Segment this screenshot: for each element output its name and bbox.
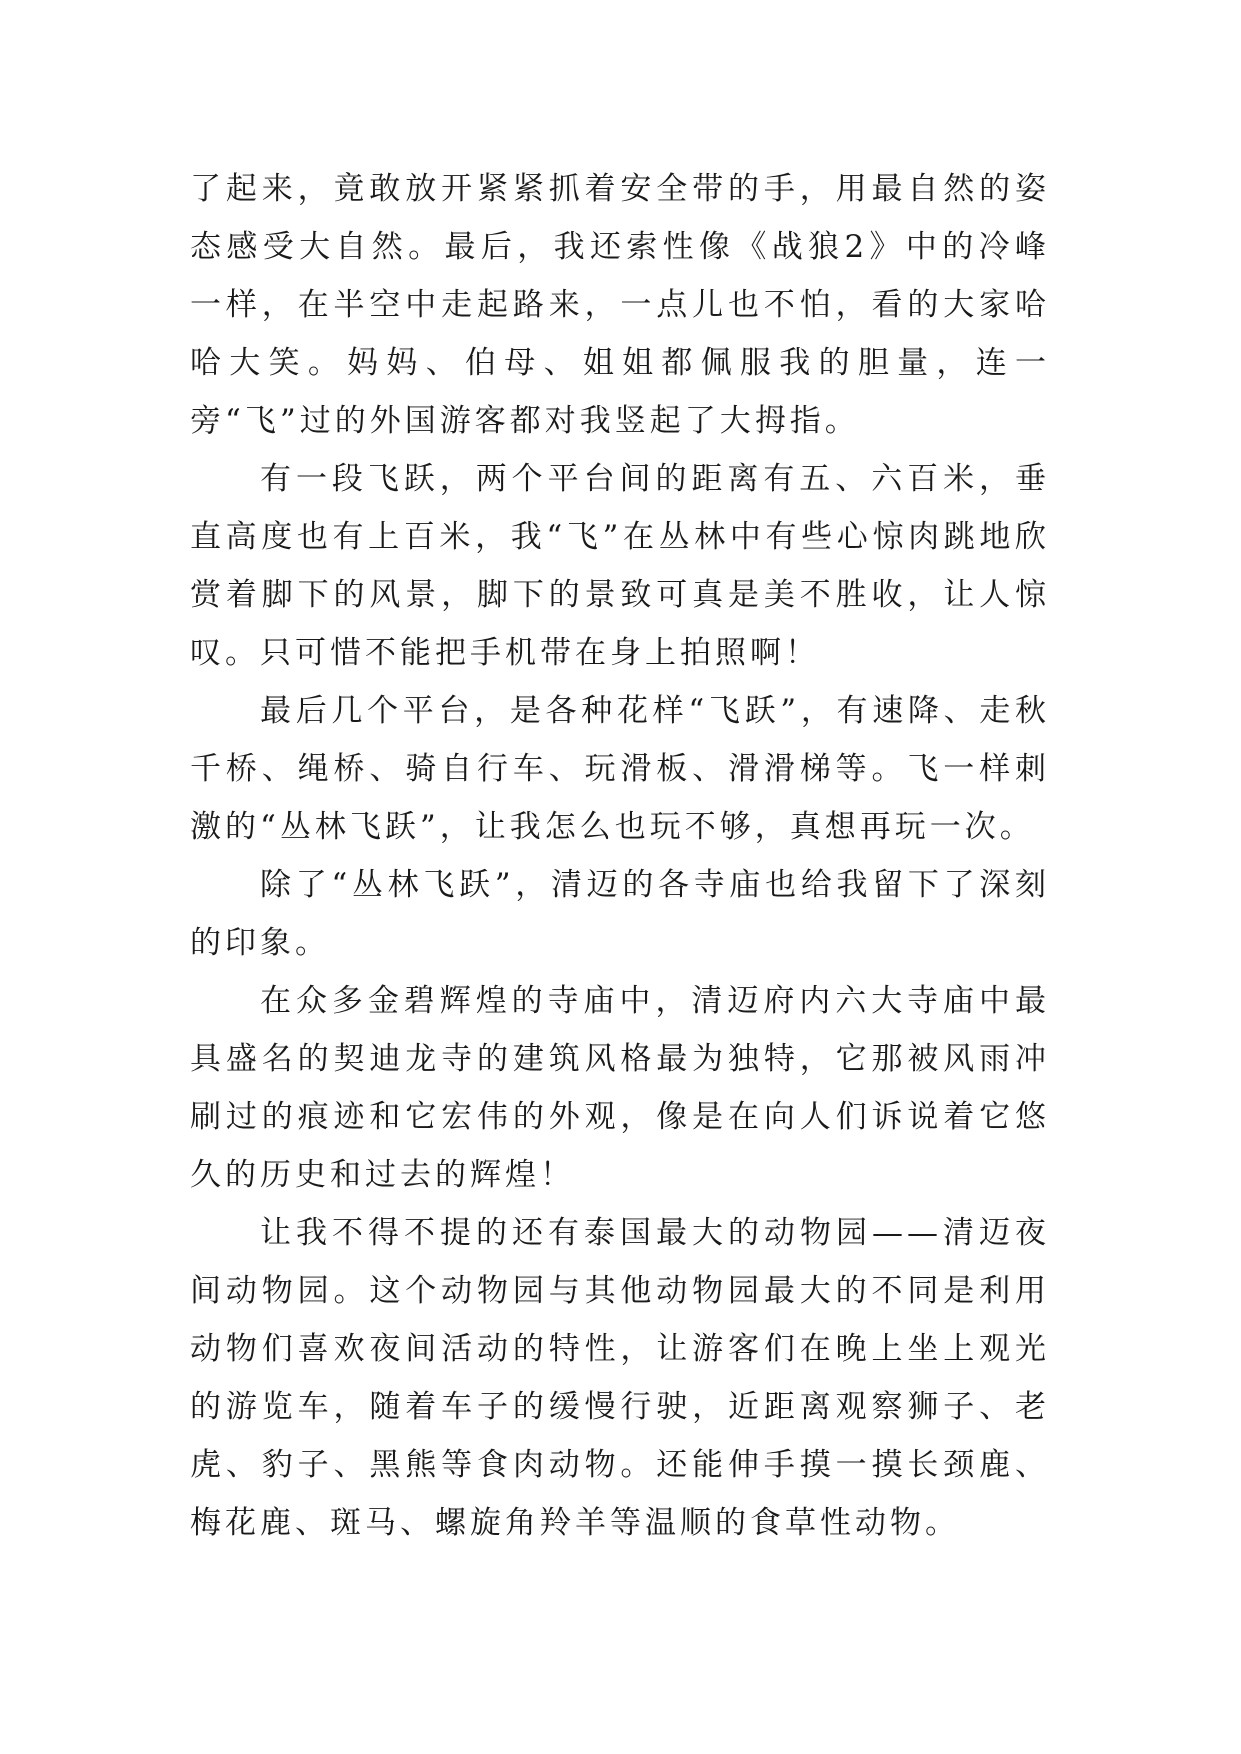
paragraph-3: 最后几个平台，是各种花样“飞跃”，有速降、走秋千桥、绳桥、骑自行车、玩滑板、滑滑梯等。飞一样刺激的“丛林飞跃”，让我怎么也玩不够，真想再玩一次。 (190, 693, 1050, 845)
article-body (190, 160, 1050, 1552)
paragraph-5: 在众多金碧辉煌的寺庙中，清迈府内六大寺庙中最具盛名的契迪龙寺的建筑风格最为独特，它那被风雨冲刷过的痕迹和它宏伟的外观，像是在向人们诉说着它悠久的历史和过去的辉煌！ (190, 983, 1050, 1193)
paragraph-1: 了起来，竟敢放开紧紧抓着安全带的手，用最自然的姿态感受大自然。最后，我还索性像《战狼2》中的冷峰一样，在半空中走起路来，一点儿也不怕，看的大家哈哈大笑。妈妈、伯母、姐姐都佩服我的胆量，连一旁“飞”过的外国游客都对我竖起了大拇指。 (190, 171, 1050, 439)
paragraph-2: 有一段飞跃，两个平台间的距离有五、六百米，垂直高度也有上百米，我“飞”在丛林中有些心惊肉跳地欣赏着脚下的风景，脚下的景致可真是美不胜收，让人惊叹。只可惜不能把手机带在身上拍照啊！ (190, 461, 1050, 671)
paragraph-4: 除了“丛林飞跃”，清迈的各寺庙也给我留下了深刻的印象。 (190, 867, 1050, 961)
paragraph-6: 让我不得不提的还有泰国最大的动物园——清迈夜间动物园。这个动物园与其他动物园最大的不同是利用动物们喜欢夜间活动的特性，让游客们在晚上坐上观光的游览车，随着车子的缓慢行驶，近距离观察狮子、老虎、豹子、黑熊等食肉动物。还能伸手摸一摸长颈鹿、梅花鹿、斑马、螺旋角羚羊等温顺的食草性动物。 (190, 1215, 1050, 1541)
